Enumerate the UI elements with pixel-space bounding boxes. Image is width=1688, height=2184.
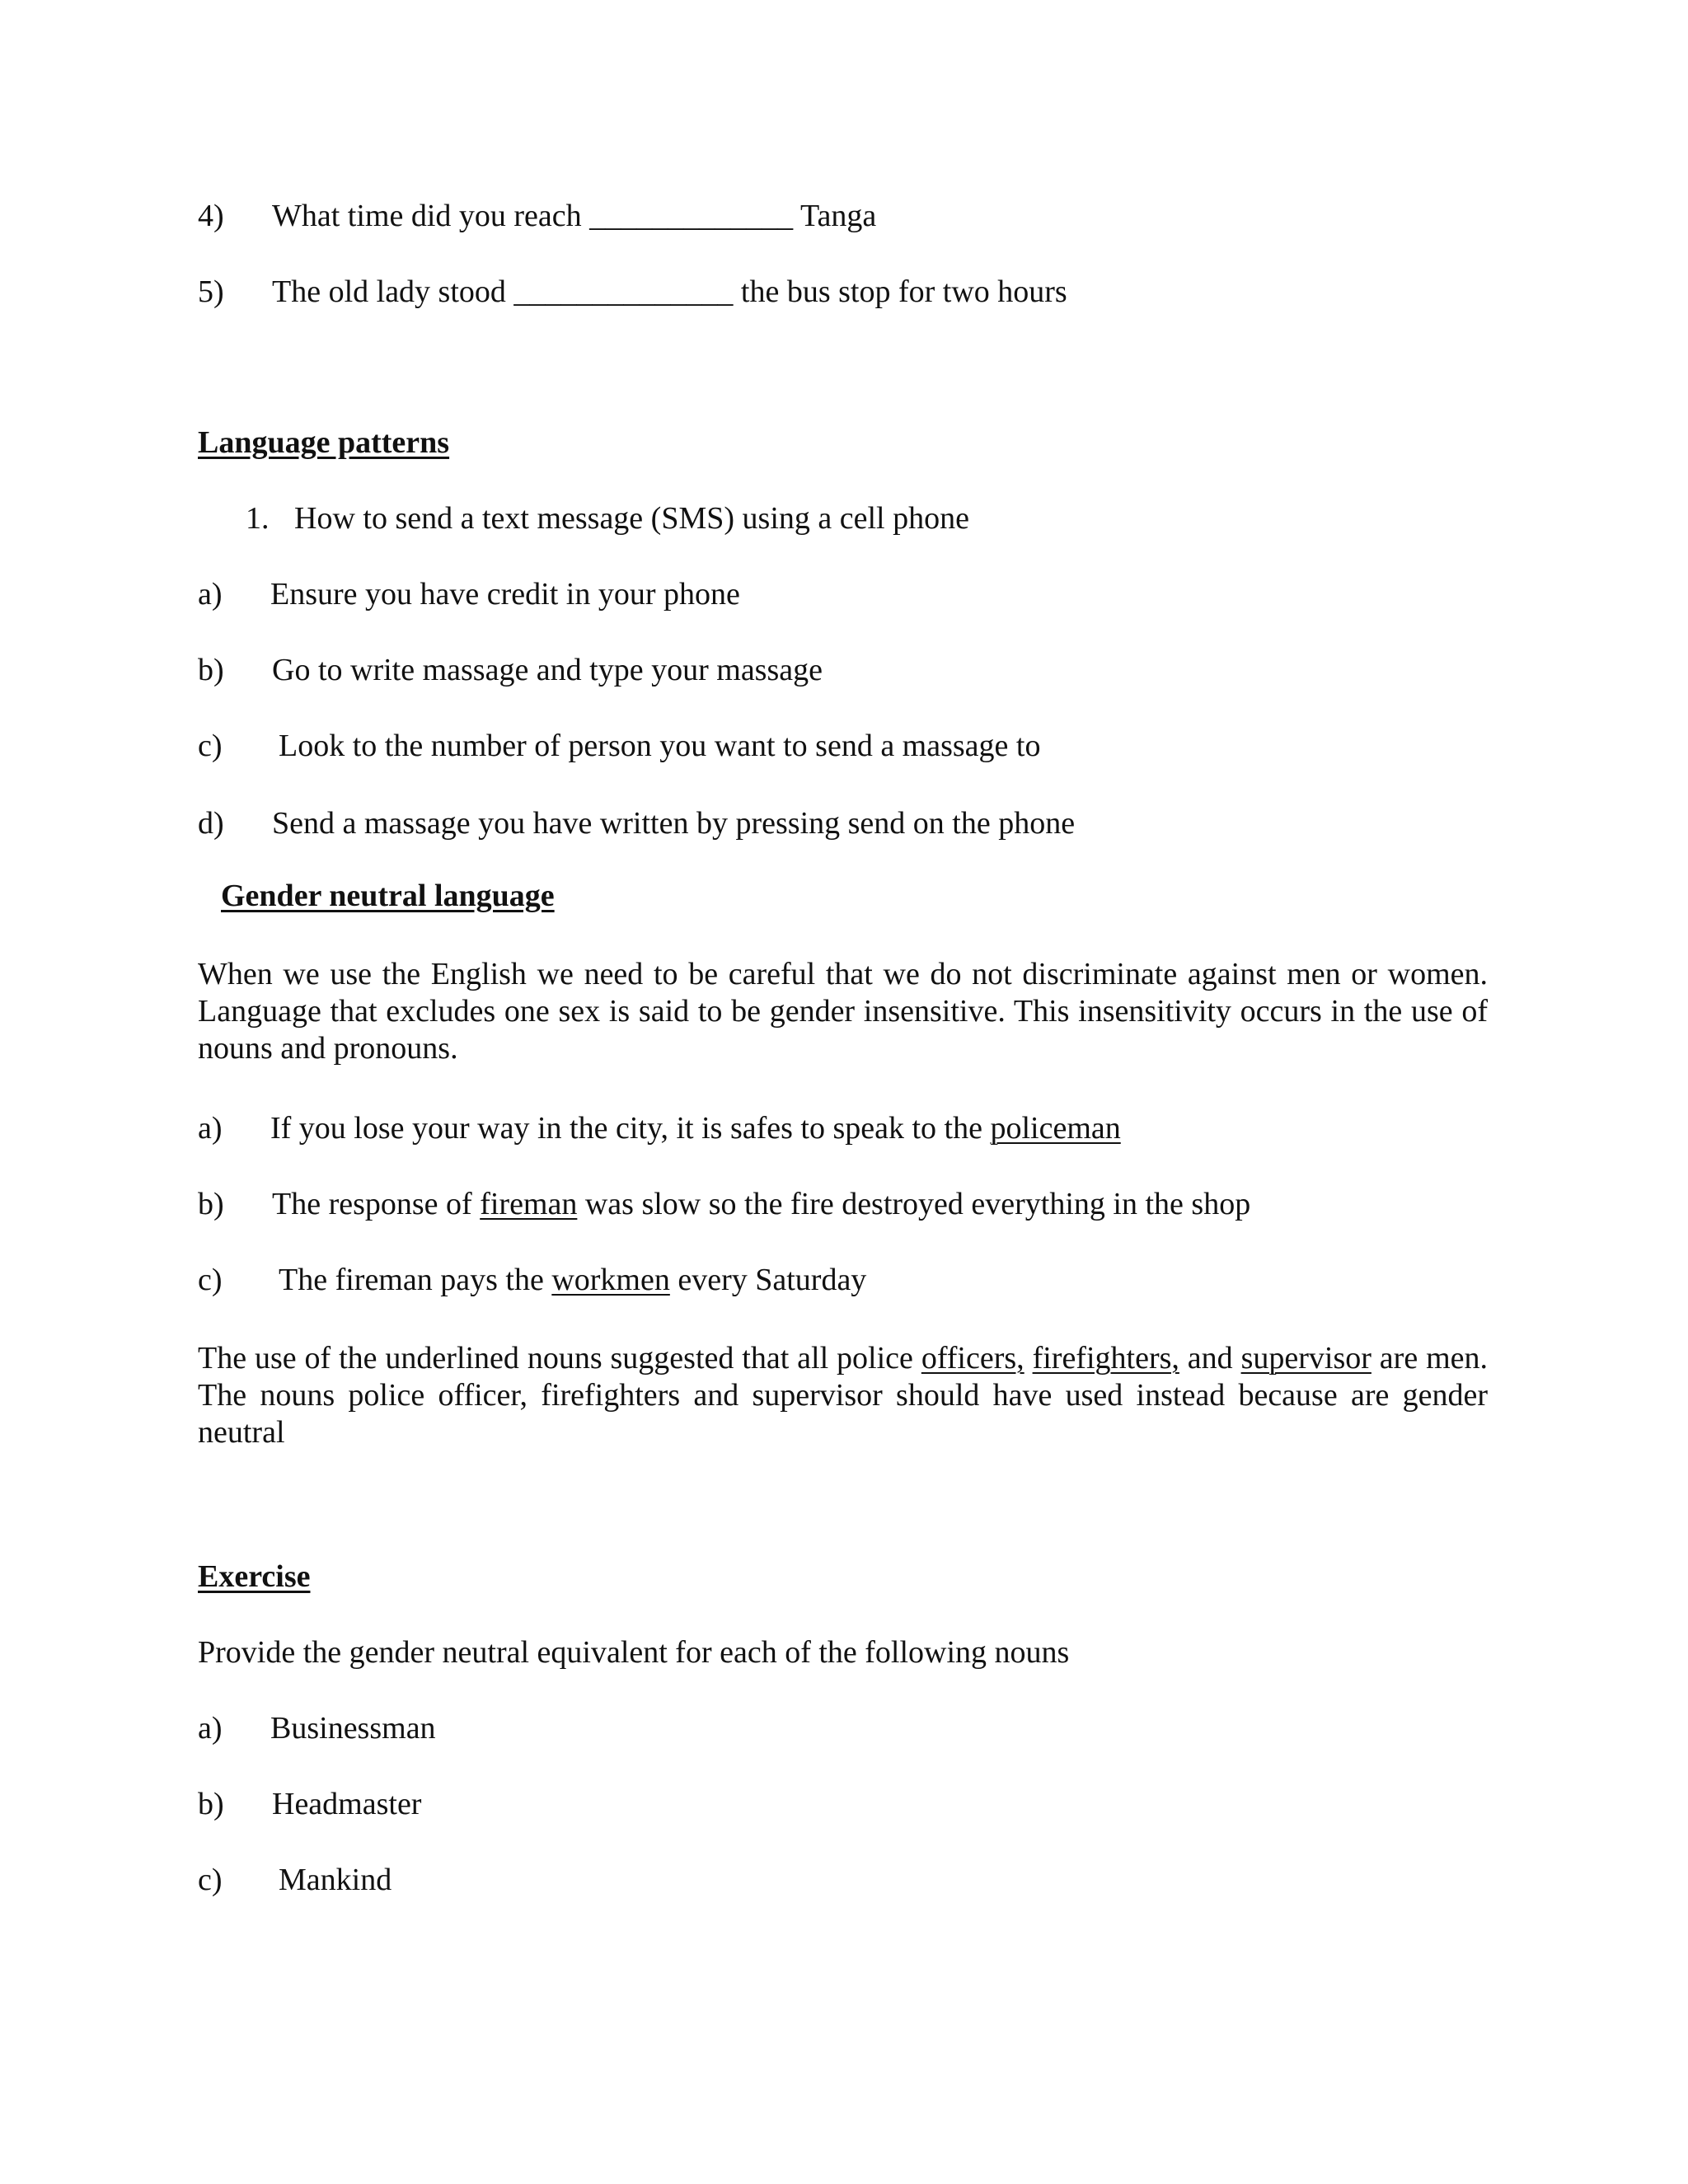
example-text: every Saturday	[678, 1263, 867, 1297]
fill-blank: ______________	[513, 274, 734, 309]
example-text: If you lose your way in the city, it is safes to speak to the	[270, 1111, 982, 1146]
step-text: Go to write massage and type your massage	[272, 653, 823, 687]
underlined-noun: firefighters,	[1032, 1341, 1179, 1376]
underlined-noun: policeman	[990, 1111, 1121, 1146]
exercise-instruction: Provide the gender neutral equivalent for each of the following nouns	[198, 1635, 1070, 1670]
section-heading: Language patterns	[198, 425, 450, 460]
item-letter: b)	[198, 653, 224, 687]
item-letter: c)	[198, 1863, 223, 1897]
exercise-item: Mankind	[279, 1863, 392, 1897]
item-letter: b)	[198, 1787, 224, 1821]
item-number: 5)	[198, 274, 224, 309]
section-heading: Exercise	[198, 1559, 311, 1594]
example-sentence	[272, 1188, 1250, 1220]
fill-item-text: The old lady stood	[272, 274, 506, 309]
numbered-item-text: How to send a text message (SMS) using a cell phone	[294, 501, 969, 536]
item-letter: c)	[198, 1263, 223, 1297]
item-number: 4)	[198, 199, 224, 233]
fill-item	[272, 276, 1067, 307]
item-letter: c)	[198, 729, 223, 763]
explanation-text: The use of the underlined nouns suggested that all police	[198, 1341, 913, 1376]
explanation-text: and	[1187, 1341, 1233, 1376]
example-text: The response of	[272, 1187, 472, 1221]
exercise-item: Headmaster	[272, 1787, 422, 1821]
item-letter: b)	[198, 1187, 224, 1221]
underlined-noun: officers,	[921, 1341, 1025, 1376]
underlined-noun: fireman	[480, 1187, 578, 1221]
example-sentence	[270, 1113, 1121, 1144]
explanation-paragraph	[198, 1340, 1488, 1451]
item-number: 1.	[246, 501, 270, 536]
item-letter: a)	[198, 1111, 223, 1146]
example-text: was slow so the fire destroyed everything in the shop	[584, 1187, 1251, 1221]
intro-paragraph: When we use the English we need to be careful that we do not discriminate against men or women. Language that excludes one sex is said to be gender insensitive. This insensitivity occurs in the use of nouns and pronouns.	[198, 957, 1488, 1066]
underlined-noun: workmen	[551, 1263, 670, 1297]
explanation-text: are men. The nouns police officer, firefighters and supervisor should have used instead because are gender neutral	[198, 1341, 1489, 1450]
item-letter: a)	[198, 577, 223, 612]
item-letter: d)	[198, 806, 224, 841]
step-text: Look to the number of person you want to send a massage to	[279, 729, 1041, 763]
example-sentence	[279, 1264, 866, 1296]
fill-item-text: the bus stop for two hours	[740, 274, 1067, 309]
step-text: Send a massage you have written by pressing send on the phone	[272, 806, 1076, 841]
step-text: Ensure you have credit in your phone	[270, 577, 740, 612]
fill-blank: _____________	[589, 199, 794, 233]
fill-item-text: Tanga	[799, 199, 877, 233]
example-text: The fireman pays the	[279, 1263, 544, 1297]
underlined-noun: supervisor	[1240, 1341, 1372, 1376]
fill-item	[272, 200, 876, 232]
section-heading: Gender neutral language	[221, 879, 555, 913]
item-letter: a)	[198, 1711, 223, 1746]
exercise-item: Businessman	[270, 1711, 436, 1746]
fill-item-text: What time did you reach	[272, 199, 582, 233]
